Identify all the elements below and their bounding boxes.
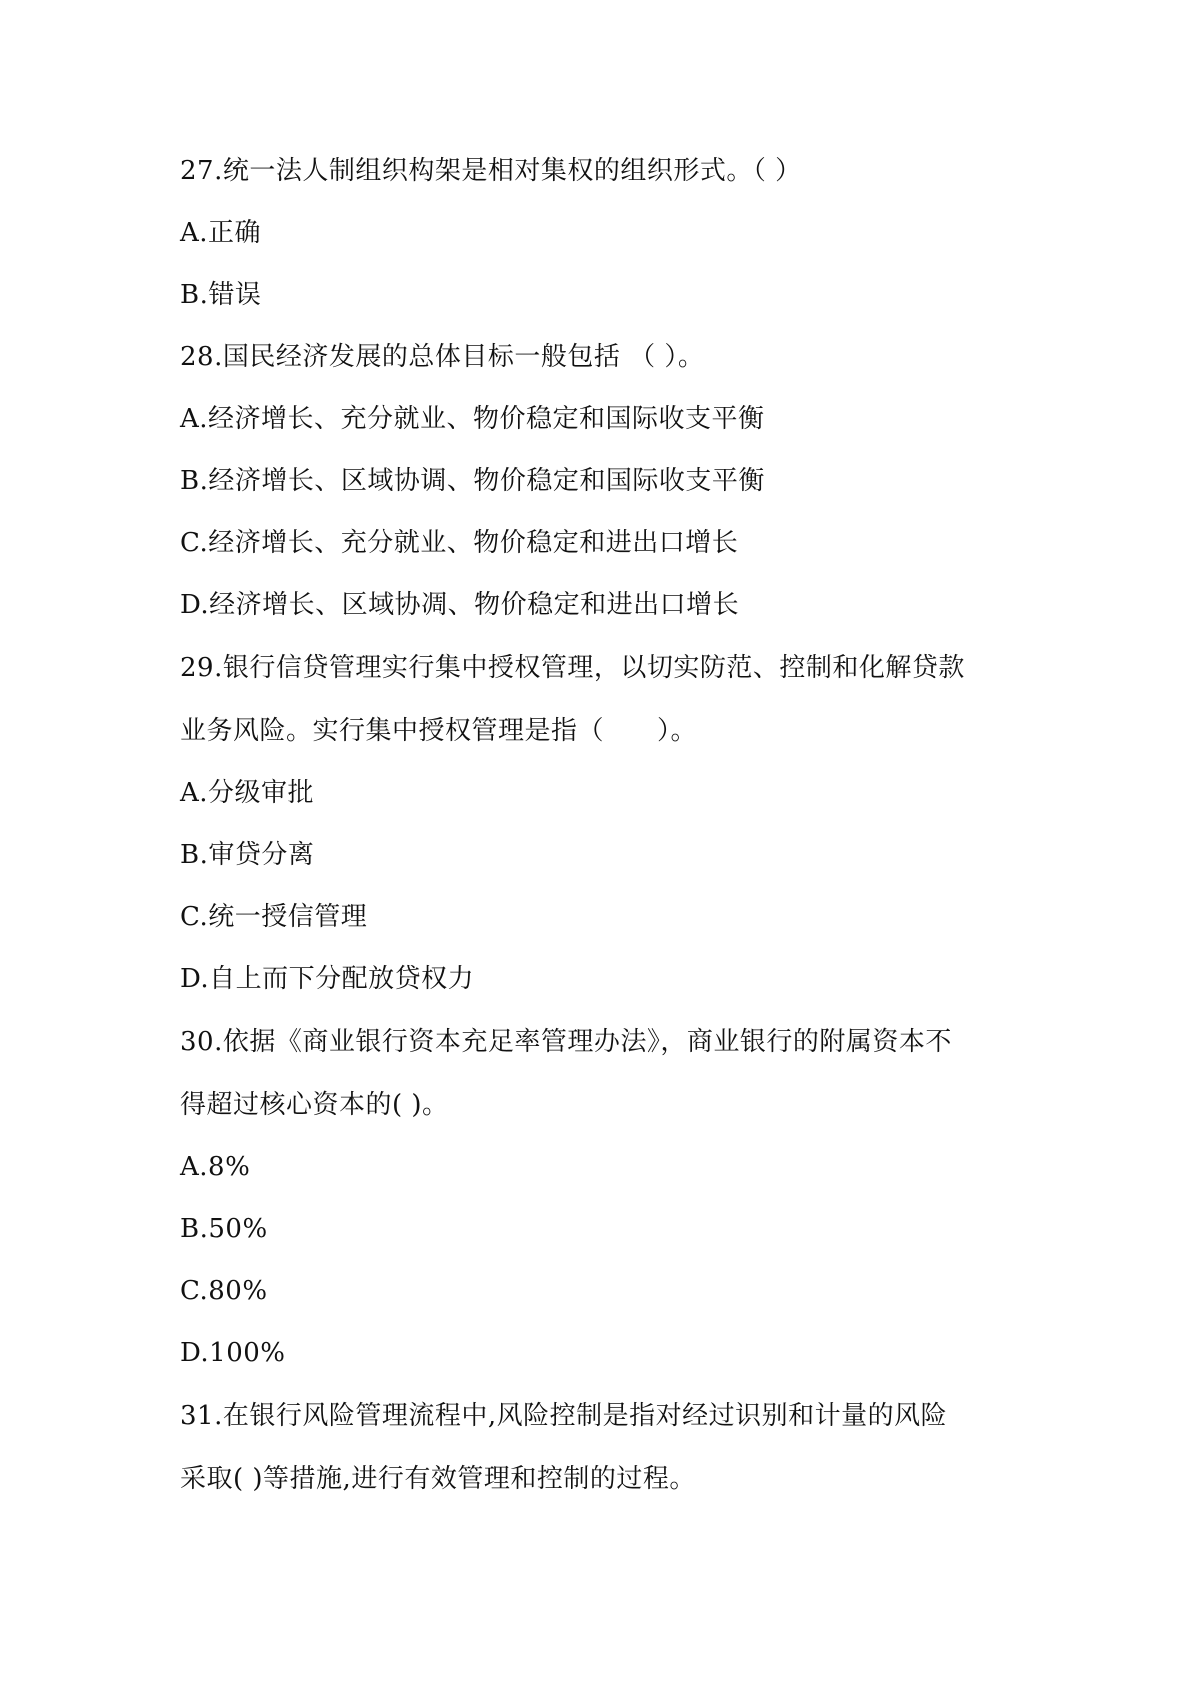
question-30-option-a: A.8% xyxy=(180,1152,251,1182)
question-30-stem-line-1: 30.依据《商业银行资本充足率管理办法》，商业银行的附属资本不 xyxy=(180,1027,952,1057)
question-27-option-a: A.正确 xyxy=(180,218,262,248)
question-29-stem-line-1: 29.银行信贷管理实行集中授权管理，以切实防范、控制和化解贷款 xyxy=(180,653,965,683)
question-30-option-b: B.50% xyxy=(180,1214,268,1244)
question-30-option-c: C.80% xyxy=(180,1276,268,1306)
question-28-option-d: D.经济增长、区域协凋、物价稳定和进出口增长 xyxy=(180,590,740,620)
question-31-stem-line-2: 采取( )等措施,进行有效管理和控制的过程。 xyxy=(180,1464,696,1494)
question-30-stem-line-2: 得超过核心资本的( )。 xyxy=(180,1090,449,1120)
question-28-option-a: A.经济增长、充分就业、物价稳定和国际收支平衡 xyxy=(180,404,765,434)
question-29-option-a: A.分级审批 xyxy=(180,778,315,808)
question-31-stem-line-1: 31.在银行风险管理流程中,风险控制是指对经过识别和计量的风险 xyxy=(180,1401,948,1431)
question-28-option-b: B.经济增长、区域协调、物价稳定和国际收支平衡 xyxy=(180,466,765,496)
question-28-option-c: C.经济增长、充分就业、物价稳定和进出口增长 xyxy=(180,528,739,558)
question-27-stem: 27.统一法人制组织构架是相对集权的组织形式。（ ） xyxy=(180,156,802,186)
question-29-option-b: B.审贷分离 xyxy=(180,840,315,870)
question-30-option-d: D.100% xyxy=(180,1338,286,1368)
question-29-option-d: D.自上而下分配放贷权力 xyxy=(180,964,475,994)
question-29-option-c: C.统一授信管理 xyxy=(180,902,368,932)
question-27-option-b: B.错误 xyxy=(180,280,262,310)
question-28-stem: 28.国民经济发展的总体目标一般包括 （ ）。 xyxy=(180,342,705,372)
question-29-stem-line-2: 业务风险。实行集中授权管理是指（ ）。 xyxy=(180,716,698,746)
